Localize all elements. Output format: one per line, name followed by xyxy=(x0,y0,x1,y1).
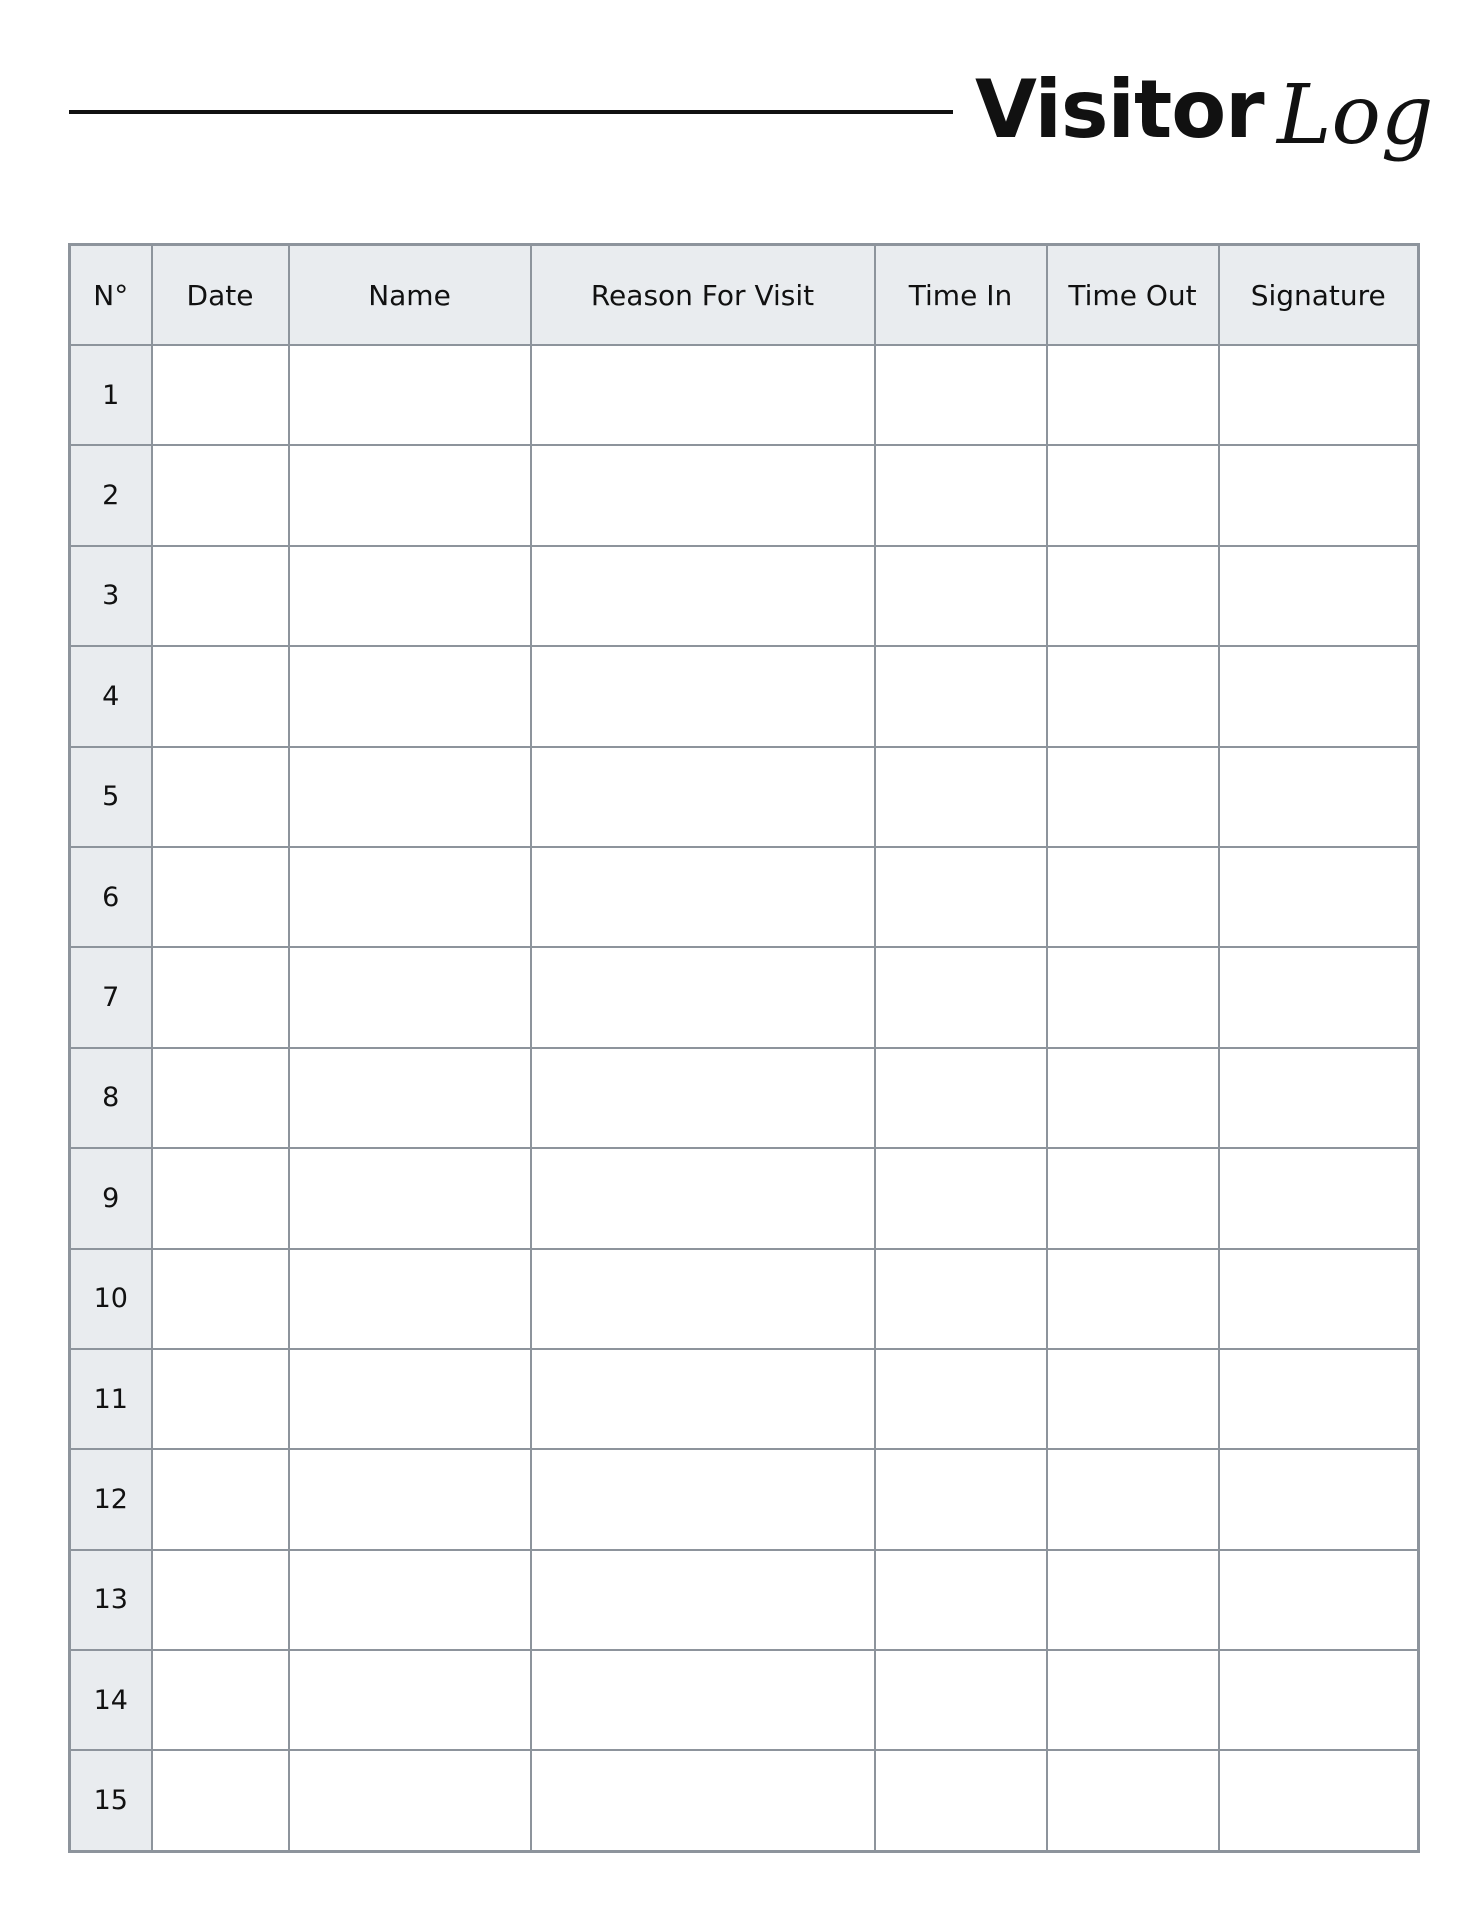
table-row xyxy=(70,445,1419,545)
cell-time-in[interactable] xyxy=(875,1750,1047,1851)
cell-time-out[interactable] xyxy=(1047,947,1219,1047)
cell-time-in[interactable] xyxy=(875,947,1047,1047)
cell-signature[interactable] xyxy=(1219,1148,1419,1248)
row-number: 13 xyxy=(70,1550,152,1650)
cell-time-in[interactable] xyxy=(875,1650,1047,1750)
cell-time-in[interactable] xyxy=(875,847,1047,947)
cell-name[interactable] xyxy=(289,546,531,646)
cell-signature[interactable] xyxy=(1219,345,1419,445)
cell-signature[interactable] xyxy=(1219,847,1419,947)
cell-signature[interactable] xyxy=(1219,1650,1419,1750)
cell-date[interactable] xyxy=(152,1449,289,1549)
cell-time-out[interactable] xyxy=(1047,546,1219,646)
cell-date[interactable] xyxy=(152,646,289,746)
table-row xyxy=(70,1148,1419,1248)
row-number: 12 xyxy=(70,1449,152,1549)
column-header-name: Name xyxy=(289,245,531,346)
table-row xyxy=(70,1349,1419,1449)
cell-date[interactable] xyxy=(152,1349,289,1449)
row-number: 5 xyxy=(70,747,152,847)
column-header-time-out: Time Out xyxy=(1047,245,1219,346)
cell-date[interactable] xyxy=(152,1148,289,1248)
cell-reason[interactable] xyxy=(531,1148,875,1248)
cell-reason[interactable] xyxy=(531,445,875,545)
cell-reason[interactable] xyxy=(531,747,875,847)
cell-reason[interactable] xyxy=(531,1349,875,1449)
title-bold-word: Visitor xyxy=(975,63,1264,156)
cell-name[interactable] xyxy=(289,1249,531,1349)
table-row xyxy=(70,345,1419,445)
cell-date[interactable] xyxy=(152,345,289,445)
cell-reason[interactable] xyxy=(531,947,875,1047)
cell-date[interactable] xyxy=(152,847,289,947)
cell-time-out[interactable] xyxy=(1047,1349,1219,1449)
cell-reason[interactable] xyxy=(531,1550,875,1650)
cell-reason[interactable] xyxy=(531,1249,875,1349)
cell-date[interactable] xyxy=(152,947,289,1047)
title-script-word: Log xyxy=(1277,68,1434,163)
cell-reason[interactable] xyxy=(531,646,875,746)
header-rule xyxy=(69,110,953,114)
cell-date[interactable] xyxy=(152,1650,289,1750)
cell-name[interactable] xyxy=(289,1550,531,1650)
cell-time-out[interactable] xyxy=(1047,1148,1219,1248)
table-row xyxy=(70,947,1419,1047)
row-number: 14 xyxy=(70,1650,152,1750)
cell-date[interactable] xyxy=(152,1249,289,1349)
row-number: 8 xyxy=(70,1048,152,1148)
cell-signature[interactable] xyxy=(1219,1550,1419,1650)
cell-reason[interactable] xyxy=(531,1750,875,1851)
cell-signature[interactable] xyxy=(1219,445,1419,545)
cell-time-in[interactable] xyxy=(875,1349,1047,1449)
cell-date[interactable] xyxy=(152,546,289,646)
cell-reason[interactable] xyxy=(531,1650,875,1750)
cell-time-in[interactable] xyxy=(875,1550,1047,1650)
cell-reason[interactable] xyxy=(531,1449,875,1549)
cell-time-in[interactable] xyxy=(875,1449,1047,1549)
column-header-reason: Reason For Visit xyxy=(531,245,875,346)
row-number: 3 xyxy=(70,546,152,646)
cell-name[interactable] xyxy=(289,747,531,847)
cell-name[interactable] xyxy=(289,646,531,746)
table-body xyxy=(70,345,1419,1852)
cell-time-out[interactable] xyxy=(1047,747,1219,847)
cell-time-in[interactable] xyxy=(875,345,1047,445)
row-number: 15 xyxy=(70,1750,152,1851)
cell-time-out[interactable] xyxy=(1047,847,1219,947)
cell-signature[interactable] xyxy=(1219,747,1419,847)
cell-name[interactable] xyxy=(289,345,531,445)
cell-time-in[interactable] xyxy=(875,1048,1047,1148)
cell-signature[interactable] xyxy=(1219,1349,1419,1449)
column-header-signature: Signature xyxy=(1219,245,1419,346)
table-row xyxy=(70,847,1419,947)
cell-name[interactable] xyxy=(289,1048,531,1148)
table-row xyxy=(70,747,1419,847)
cell-date[interactable] xyxy=(152,1550,289,1650)
visitor-log-table xyxy=(68,243,1420,1853)
cell-time-out[interactable] xyxy=(1047,345,1219,445)
cell-time-in[interactable] xyxy=(875,646,1047,746)
cell-signature[interactable] xyxy=(1219,1249,1419,1349)
table-row xyxy=(70,1750,1419,1851)
cell-reason[interactable] xyxy=(531,1048,875,1148)
cell-time-out[interactable] xyxy=(1047,445,1219,545)
cell-signature[interactable] xyxy=(1219,546,1419,646)
cell-time-in[interactable] xyxy=(875,546,1047,646)
cell-date[interactable] xyxy=(152,1750,289,1851)
cell-time-in[interactable] xyxy=(875,1148,1047,1248)
table-row xyxy=(70,1249,1419,1349)
cell-reason[interactable] xyxy=(531,546,875,646)
cell-signature[interactable] xyxy=(1219,1750,1419,1851)
row-number: 9 xyxy=(70,1148,152,1248)
cell-time-out[interactable] xyxy=(1047,1048,1219,1148)
cell-time-in[interactable] xyxy=(875,1249,1047,1349)
cell-reason[interactable] xyxy=(531,345,875,445)
cell-name[interactable] xyxy=(289,445,531,545)
column-header-number: N° xyxy=(70,245,152,346)
cell-signature[interactable] xyxy=(1219,947,1419,1047)
row-number: 6 xyxy=(70,847,152,947)
cell-signature[interactable] xyxy=(1219,646,1419,746)
cell-time-out[interactable] xyxy=(1047,1249,1219,1349)
cell-name[interactable] xyxy=(289,1148,531,1248)
cell-signature[interactable] xyxy=(1219,1449,1419,1549)
table-row xyxy=(70,1048,1419,1148)
cell-time-out[interactable] xyxy=(1047,1449,1219,1549)
cell-name[interactable] xyxy=(289,847,531,947)
cell-name[interactable] xyxy=(289,1750,531,1851)
cell-reason[interactable] xyxy=(531,847,875,947)
table-row xyxy=(70,1449,1419,1549)
cell-date[interactable] xyxy=(152,747,289,847)
row-number: 7 xyxy=(70,947,152,1047)
cell-time-out[interactable] xyxy=(1047,1550,1219,1650)
table-row xyxy=(70,546,1419,646)
row-number: 1 xyxy=(70,345,152,445)
table-row xyxy=(70,1650,1419,1750)
cell-name[interactable] xyxy=(289,947,531,1047)
cell-date[interactable] xyxy=(152,1048,289,1148)
row-number: 11 xyxy=(70,1349,152,1449)
row-number: 2 xyxy=(70,445,152,545)
table-row xyxy=(70,646,1419,746)
cell-time-out[interactable] xyxy=(1047,1750,1219,1851)
column-header-time-in: Time In xyxy=(875,245,1047,346)
row-number: 10 xyxy=(70,1249,152,1349)
cell-time-out[interactable] xyxy=(1047,1650,1219,1750)
cell-date[interactable] xyxy=(152,445,289,545)
cell-time-in[interactable] xyxy=(875,747,1047,847)
cell-signature[interactable] xyxy=(1219,1048,1419,1148)
cell-time-out[interactable] xyxy=(1047,646,1219,746)
table-header-row xyxy=(70,245,1419,346)
cell-name[interactable] xyxy=(289,1650,531,1750)
cell-name[interactable] xyxy=(289,1449,531,1549)
cell-time-in[interactable] xyxy=(875,445,1047,545)
cell-name[interactable] xyxy=(289,1349,531,1449)
column-header-date: Date xyxy=(152,245,289,346)
table-row xyxy=(70,1550,1419,1650)
row-number: 4 xyxy=(70,646,152,746)
